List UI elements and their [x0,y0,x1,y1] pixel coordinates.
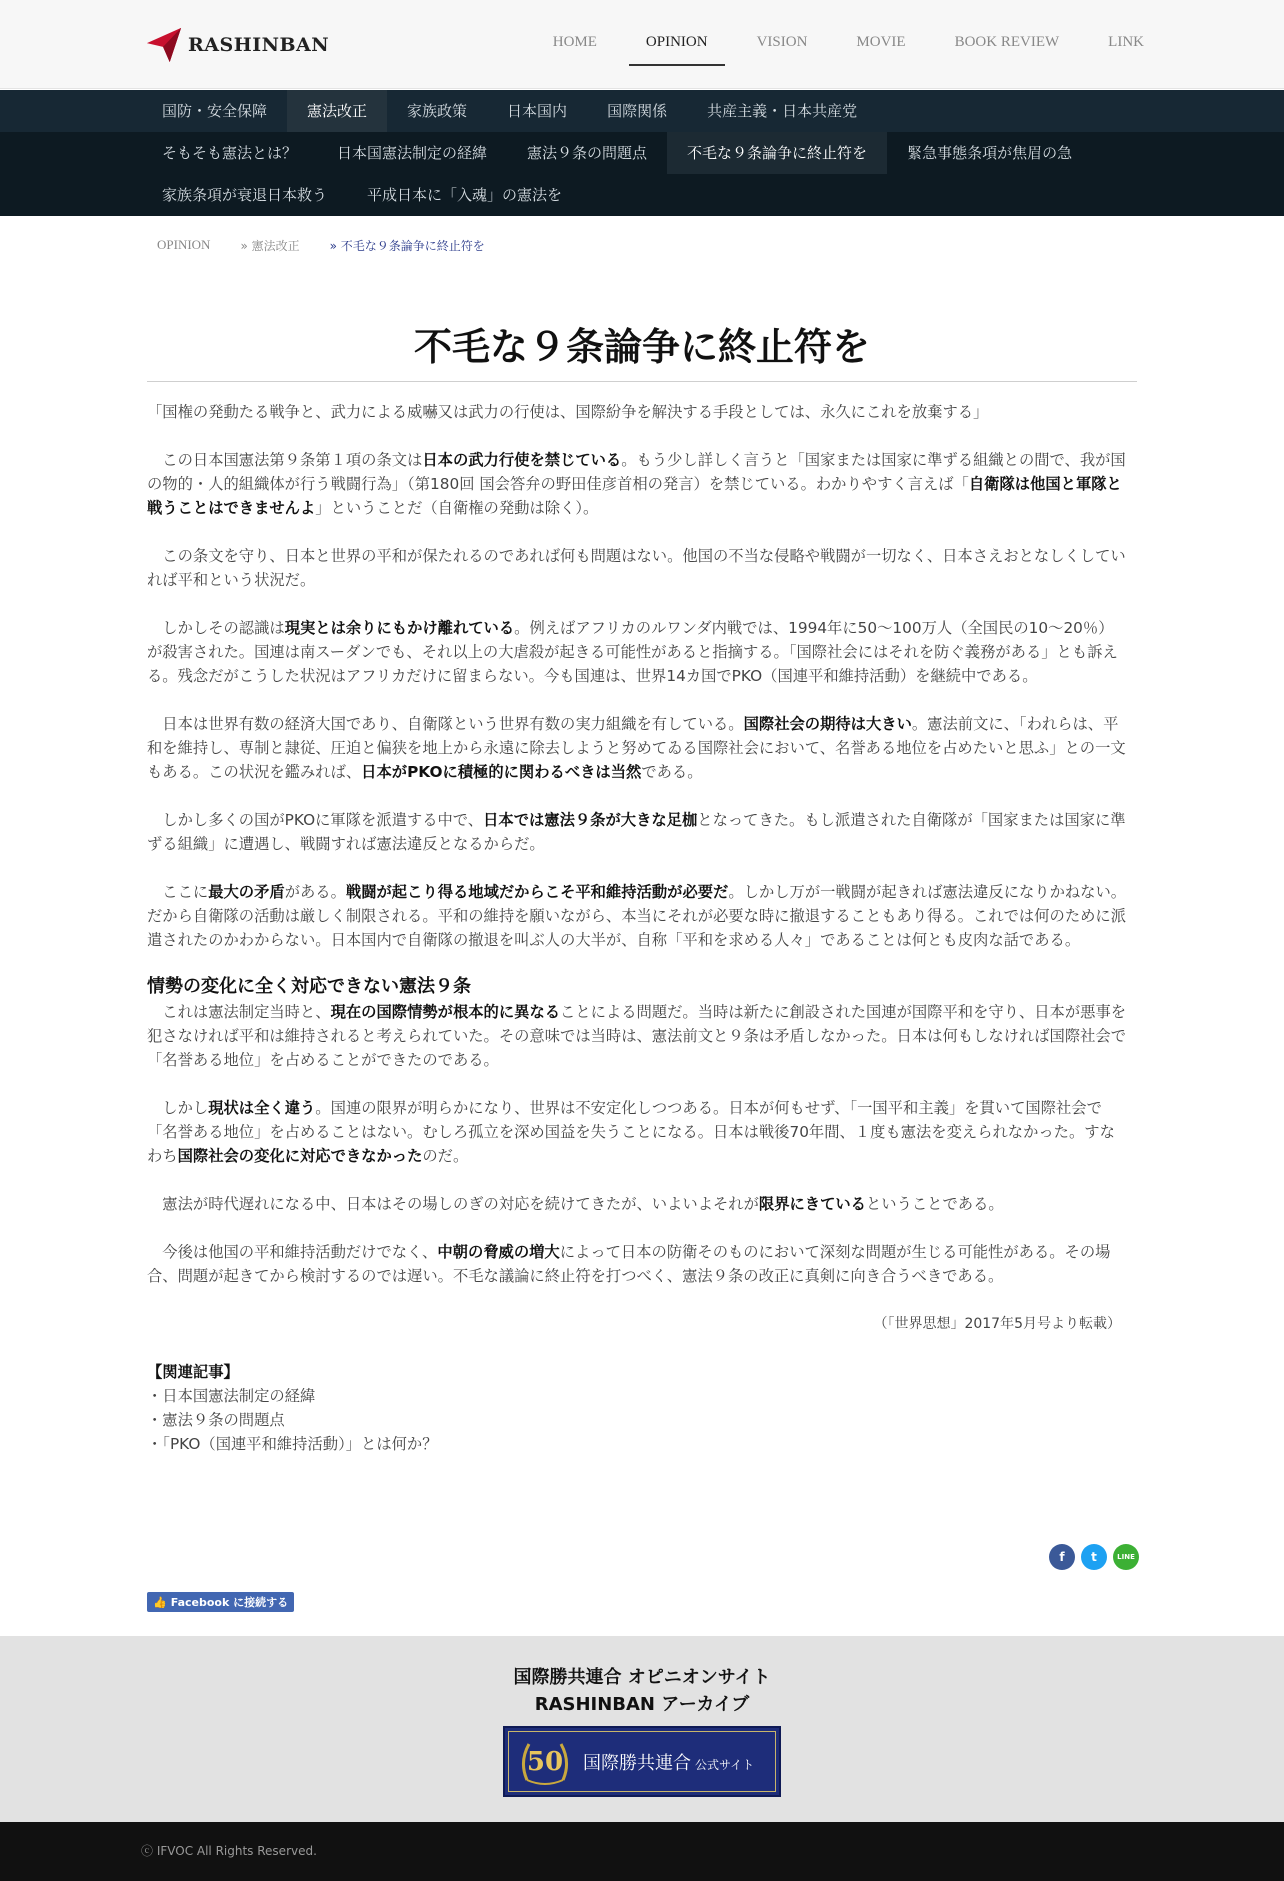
anniversary-seal-icon: 50 [517,1736,573,1788]
breadcrumb-current: » 不毛な９条論争に終止符を [329,239,485,253]
subnav-family-clause[interactable]: 家族条項が衰退日本救う [162,186,328,204]
main-nav [506,30,1146,66]
footer-line2: RASHINBAN アーカイブ [534,1694,750,1715]
nav-book-review[interactable]: BOOK REVIEW [954,34,1060,50]
breadcrumb [157,237,515,254]
facebook-icon[interactable]: f [1049,1544,1075,1570]
quote-paragraph: 「国権の発動たる戦争と、武力による威嚇又は武力の行使は、国際紛争を解決する手段としては、永久にこれを放棄する」 [147,403,989,421]
paragraph: しかしその認識は現実とは余りにもかけ離れている。例えばアフリカのルワンダ内戦では、1994年に50～100万人（全国民の10～20％）が殺害された。国連は南スーダンでも、それ以上の大虐殺が起きる可能性があると指摘する。「国際社会にはそれを防ぐ義務がある」とも訴える。残念だがこうした状況はアフリカだけに留まらない。今も国連は、世界14カ国でPKO（国連平和維持活動）を継続中である。 [147,619,1118,685]
footer-line1: 国際勝共連合 オピニオンサイト [513,1667,771,1688]
related-link[interactable]: ・「PKO（国連平和維持活動）」とは何か？ [147,1435,438,1453]
logo-text: RASHINBAN [188,34,330,56]
site-header [0,0,1284,89]
breadcrumb-parent[interactable]: » 憲法改正 [240,239,300,253]
article-body [147,400,1127,1456]
category-communism[interactable]: 共産主義・日本共産党 [707,102,858,120]
site-logo[interactable] [145,26,329,64]
facebook-connect-button[interactable] [147,1592,294,1612]
copyright-text: ⓒ IFVOC All Rights Reserved. [141,1844,317,1858]
paragraph: 今後は他国の平和維持活動だけでなく、中朝の脅威の増大によって日本の防衛そのものにおいて深刻な問題が生じる可能性がある。その場合、問題が起きてから検討するのでは遅い。不毛な議論に終止符を打つべく、憲法９条の改正に真剣に向き合うべきである。 [147,1243,1111,1285]
related-heading: 【関連記事】 [147,1363,239,1381]
subnav-article9-problems[interactable]: 憲法９条の問題点 [527,144,648,162]
subnav-what-is-constitution[interactable]: そもそも憲法とは？ [162,144,298,162]
nav-movie[interactable]: MOVIE [856,34,906,50]
category-family-policy[interactable]: 家族政策 [407,102,468,120]
paragraph: 日本は世界有数の経済大国であり、自衛隊という世界有数の実力組織を有している。国際社会の期待は大きい。憲法前文に、「われらは、平和を維持し、専制と隷従、圧迫と偏狭を地上から永遠に除去しようと努めてゐる国際社会において、名誉ある地位を占めたいと思ふ」との一文もある。この状況を鑑みれば、日本がPKOに積極的に関わるべきは当然である。 [147,715,1126,781]
site-footer [0,1636,1284,1822]
breadcrumb-home[interactable]: OPINION [157,237,211,252]
paragraph: しかし現状は全く違う。国連の限界が明らかになり、世界は不安定化しつつある。日本が何もせず、「一国平和主義」を貫いて国際社会で「名誉ある地位」を占めることはない。むしろ孤立を深め国益を失うことになる。日本は戦後70年間、１度も憲法を変えられなかった。すなわち国際社会の変化に対応できなかったのだ。 [147,1099,1115,1165]
category-domestic[interactable]: 日本国内 [507,102,568,120]
related-link[interactable]: ・日本国憲法制定の経緯 [147,1387,316,1405]
banner-text: 国際勝共連合 公式サイト [583,1752,755,1774]
paragraph: この条文を守り、日本と世界の平和が保たれるのであれば何も問題はない。他国の不当な侵略や戦闘が一切なく、日本さえおとなしくしていれば平和という状況だ。 [147,547,1126,589]
twitter-icon[interactable]: t [1081,1544,1107,1570]
thumbs-up-icon: 👍 [153,1595,167,1609]
paragraph: ここに最大の矛盾がある。戦闘が起こり得る地域だからこそ平和維持活動が必要だ。しかし万が一戦闘が起きれば憲法違反になりかねない。だから自衛隊の活動は厳しく制限される。平和の維持を願いながら、本当にそれが必要な時に撤退することもあり得る。これでは何のために派遣されたのかわからない。日本国内で自衛隊の撤退を叫ぶ人の大半が、自称「平和を求める人々」であることは何とも皮肉な話である。 [147,883,1127,949]
nav-opinion[interactable]: OPINION [644,30,710,66]
paragraph: 憲法が時代遅れになる中、日本はその場しのぎの対応を続けてきたが、いよいよそれが限界にきているということである。 [162,1195,1004,1213]
related-articles [147,1360,1127,1456]
subnav-constitution-history[interactable]: 日本国憲法制定の経緯 [337,144,488,162]
category-nav [0,90,1284,132]
copyright-bar [0,1822,1284,1881]
subnav-emergency-clause[interactable]: 緊急事態条項が焦眉の急 [907,144,1073,162]
paper-plane-logo-icon [145,26,183,64]
line-icon[interactable]: LINE [1113,1544,1139,1570]
share-buttons [1043,1544,1139,1570]
subnav-end-article9-debate[interactable]: 不毛な９条論争に終止符を [667,132,887,174]
paragraph: しかし多くの国がPKOに軍隊を派遣する中で、日本では憲法９条が大きな足枷となってきた。もし派遣された自衛隊が「国家または国家に準ずる組織」に遭遇し、戦闘すれば憲法違反となるからだ。 [147,811,1126,853]
section-heading: 情勢の変化に全く対応できない憲法９条 [147,976,471,997]
related-link[interactable]: ・憲法９条の問題点 [147,1411,285,1429]
page-title: 不毛な９条論争に終止符を [413,325,870,369]
title-divider [147,381,1137,382]
category-constitution[interactable]: 憲法改正 [287,90,387,132]
subnav-heisei-constitution[interactable]: 平成日本に「入魂」の憲法を [367,186,563,204]
paragraph: この日本国憲法第９条第１項の条文は日本の武力行使を禁じている。もう少し詳しく言うと「国家または国家に準ずる組織との間で、我が国の物的・人的組織体が行う戦闘行為」（第180回 国会答弁の野田佳彦首相の発言）を禁じている。わかりやすく言えば「自衛隊は他国と軍隊と戦うことはできませんよ」ということだ（自衛権の発動は除く）。 [147,451,1126,517]
nav-home[interactable]: HOME [552,34,597,50]
nav-link[interactable]: LINK [1108,34,1144,50]
paragraph: これは憲法制定当時と、現在の国際情勢が根本的に異なることによる問題だ。当時は新たに創設された国連が国際平和を守り、日本が悪事を犯さなければ平和は維持されると考えられていた。その意味では当時は、憲法前文と９条は矛盾しなかった。日本は何もしなければ国際社会で「名誉ある地位」を占めることができたのである。 [147,1003,1127,1069]
category-international[interactable]: 国際関係 [607,102,668,120]
article-source: （「世界思想」2017年5月号より転載） [873,1316,1121,1332]
category-defense[interactable]: 国防・安全保障 [162,102,268,120]
sub-nav [0,132,1284,216]
facebook-connect-label: Facebook に接続する [170,1596,289,1609]
footer-title [0,1664,1284,1718]
official-site-banner[interactable] [503,1726,781,1797]
nav-vision[interactable]: VISION [756,34,808,50]
